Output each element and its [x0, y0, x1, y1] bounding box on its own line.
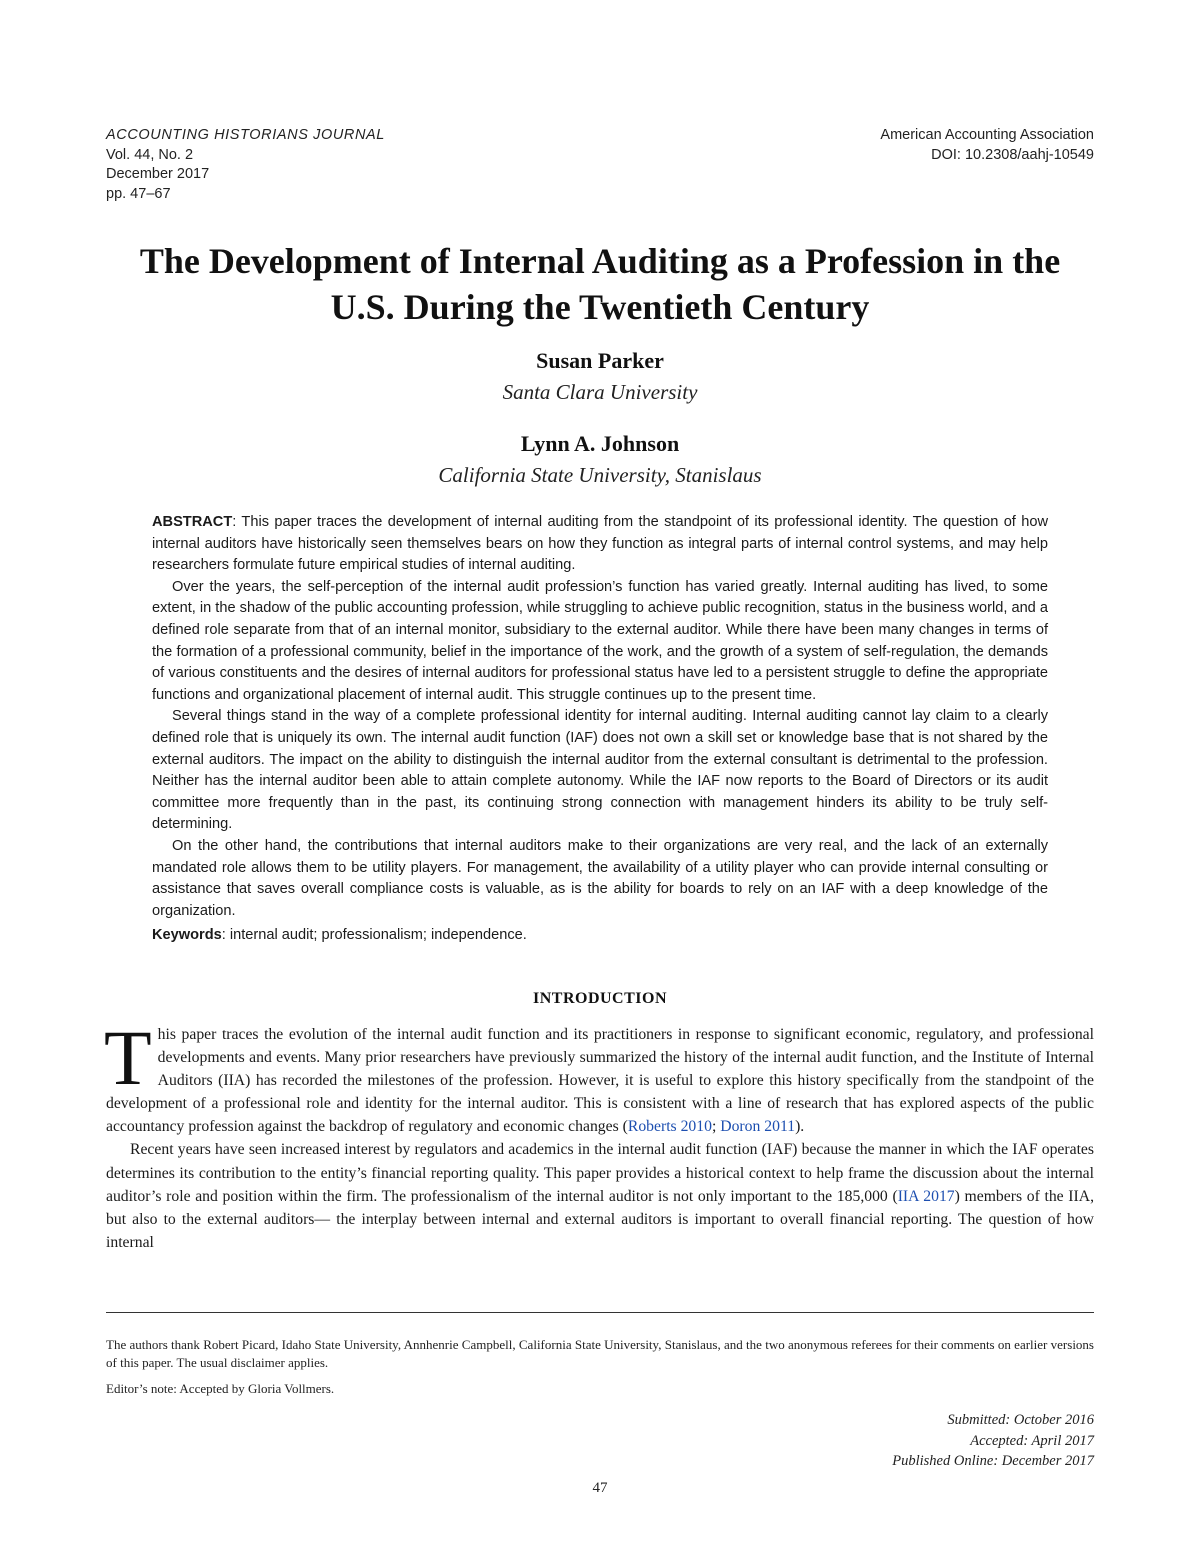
keywords-label: Keywords — [152, 927, 222, 944]
published-date: Published Online: December 2017 — [892, 1453, 1094, 1469]
acknowledgement-note: The authors thank Robert Picard, Idaho State University, Annhenrie Campbell, California State University, Stanislaus, and the two anonymous referees for their comments on earlier versions of this paper. The usual disclaimer applies. — [106, 1337, 1094, 1370]
publication-dates — [892, 1410, 1094, 1472]
footnote-divider — [106, 1312, 1094, 1313]
journal-header-left — [106, 126, 385, 204]
title-line-1: The Development of Internal Auditing as a Profession in the — [139, 241, 1061, 281]
title-line-2: U.S. During the Twentieth Century — [330, 287, 870, 327]
abstract — [152, 512, 1048, 947]
citation-link[interactable]: Roberts 2010 — [627, 1118, 712, 1136]
author-name: Susan Parker — [536, 348, 664, 373]
abstract-paragraph — [152, 512, 1048, 577]
body-paragraph — [104, 1014, 1094, 1138]
footnotes — [106, 1336, 1094, 1398]
body-text: Recent years have seen increased interest by regulators and academics in the internal audit function (IAF) because the manner in which the IAF operates determines its contribution to the entity’s financial reporting quality. This paper provides a historical context to help frame the discussion about the internal auditor’s role and position within the firm. The professionalism of the internal auditor is not only important to the 185,000 ( — [106, 1141, 1094, 1205]
author-affiliation: Santa Clara University — [502, 380, 698, 404]
drop-cap: T — [104, 1014, 152, 1101]
article-title — [90, 238, 1110, 330]
abstract-paragraph: On the other hand, the contributions that internal auditors make to their organizations are very real, and the lack of an externally mandated role allows them to be utility players. For management, the availability of a utility player who can provide internal consulting or assistance that saves overall compliance costs is valuable, as is the ability for boards to rely on an IAF with a deep knowledge of the organization. — [152, 837, 1048, 919]
keywords-text: : internal audit; professionalism; independence. — [221, 927, 527, 944]
author-name: Lynn A. Johnson — [520, 431, 680, 456]
journal-name: ACCOUNTING HISTORIANS JOURNAL — [106, 127, 385, 143]
journal-date: December 2017 — [106, 166, 210, 182]
citation-link[interactable]: IIA 2017 — [897, 1187, 955, 1205]
citation-link[interactable]: Doron 2011 — [720, 1118, 796, 1136]
introduction-body — [104, 1014, 1094, 1254]
doi: DOI: 10.2308/aahj-10549 — [931, 146, 1094, 163]
journal-volume: Vol. 44, No. 2 — [106, 146, 194, 163]
body-text: ). — [795, 1118, 805, 1136]
abstract-paragraph: Over the years, the self-perception of the internal audit profession’s function has varied greatly. Internal auditing has lived, to some extent, in the shadow of the public accounting profession, while struggling to achieve public recognition, status in the business world, and a defined role separate from that of an internal monitor, subsidiary to the external auditor. While there have been many changes in terms of the formation of a professional community, belief in the importance of the work, and the growth of a system of self-regulation, the demands of various constituents and the desires of internal auditors for professional status have led to a persistent struggle to define the appropriate functions and organizational placement of internal audit. This struggle continues up to the present time. — [152, 578, 1048, 703]
body-paragraph — [106, 1138, 1094, 1253]
keywords — [152, 925, 1048, 947]
body-text: ) members of the IIA, but also to the external auditors— the interplay between internal and external auditors is important to overall financial reporting. The question of how internal — [106, 1187, 1094, 1251]
abstract-label: ABSTRACT — [152, 514, 233, 530]
page-number: 47 — [592, 1480, 608, 1496]
journal-header-right — [880, 126, 1094, 165]
publisher-name: American Accounting Association — [880, 127, 1094, 143]
submitted-date: Submitted: October 2016 — [947, 1412, 1094, 1428]
editor-note: Editor’s note: Accepted by Gloria Vollmers. — [106, 1381, 335, 1397]
body-text: his paper traces the evolution of the internal audit function and its practitioners in response to significant economic, regulatory, and professional developments and events. Many prior researchers have previously summarized the history of the internal audit function, and the Institute of Internal Auditors (IIA) has recorded the milestones of the profession. However, it is useful to explore this history specifically from the standpoint of the development of a professional role and identity for the internal auditor. This is consistent with a line of research that has explored aspects of the public accountancy profession against the backdrop of regulatory and economic changes ( — [106, 1026, 1094, 1136]
abstract-paragraph: Several things stand in the way of a complete professional identity for internal auditing. Internal auditing cannot lay claim to a clearly defined role that is uniquely its own. The internal audit function (IAF) does not own a skill set or knowledge base that is not shared by the external auditors. The impact on the ability to distinguish the internal auditor from the external consultant is detrimental to the profession. Neither has the internal auditor been able to attain complete autonomy. While the IAF now reports to the Board of Directors or its audit committee more frequently than in the past, its continuing strong connection with management hinders its ability to be truly self-determining. — [152, 708, 1048, 833]
section-heading: INTRODUCTION — [532, 990, 667, 1007]
abstract-text: : This paper traces the development of internal auditing from the standpoint of its professional identity. The question of how internal auditors have historically seen themselves bears on how they function as integral parts of internal control systems, and may help researchers formulate future empirical studies of internal auditing. — [152, 514, 1048, 574]
accepted-date: Accepted: April 2017 — [970, 1432, 1094, 1449]
citation-separator: ; — [711, 1118, 721, 1136]
author-affiliation: California State University, Stanislaus — [438, 463, 762, 487]
journal-pages: pp. 47–67 — [106, 185, 171, 202]
